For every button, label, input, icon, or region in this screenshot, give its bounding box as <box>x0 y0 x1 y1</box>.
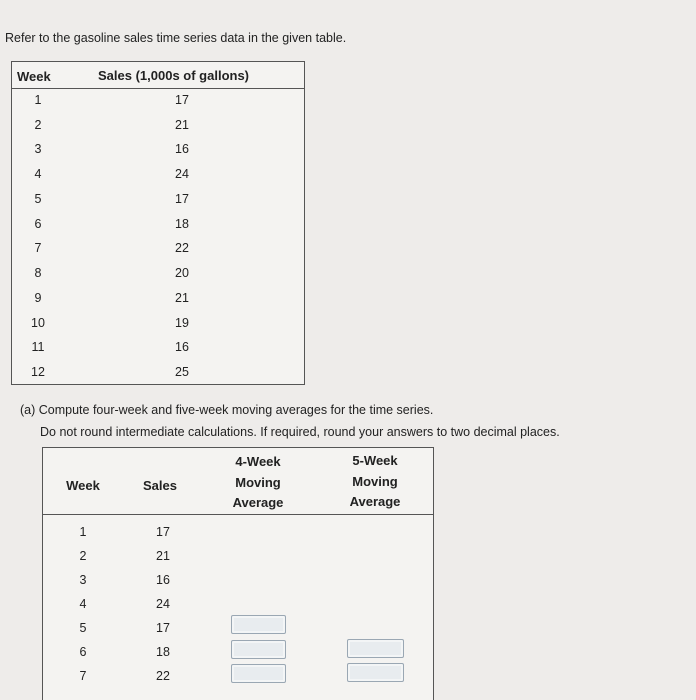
cell-week: 5 <box>79 621 87 635</box>
cell-sales: 20 <box>175 266 189 280</box>
header-line: Moving <box>235 474 281 490</box>
table-row <box>12 262 304 286</box>
table-row <box>43 666 433 690</box>
cell-week: 3 <box>79 573 87 587</box>
table-row <box>43 546 433 570</box>
table-row <box>12 89 304 113</box>
cell-week: 2 <box>79 549 87 563</box>
moving-average-table <box>42 447 434 700</box>
column-header-five-week-moving-average <box>337 451 413 513</box>
column-header-week: Week <box>17 69 51 84</box>
five-week-average-input-week-6[interactable] <box>347 639 404 658</box>
cell-week: 3 <box>34 142 42 156</box>
gasoline-sales-table <box>11 61 305 385</box>
cell-sales: 17 <box>156 525 170 539</box>
cell-sales: 24 <box>175 167 189 181</box>
table-row <box>12 361 304 385</box>
cell-week: 2 <box>34 118 42 132</box>
cell-sales: 17 <box>175 93 189 107</box>
cell-week: 1 <box>79 525 87 539</box>
cell-week: 6 <box>34 217 42 231</box>
cell-sales: 25 <box>175 365 189 379</box>
cell-sales: 18 <box>156 645 170 659</box>
table-row <box>12 114 304 138</box>
table-header <box>12 62 304 89</box>
cell-sales: 21 <box>175 291 189 305</box>
cell-sales: 24 <box>156 597 170 611</box>
header-divider <box>43 514 433 515</box>
cell-week: 10 <box>31 316 45 330</box>
four-week-average-input-week-5[interactable] <box>231 615 286 634</box>
cell-sales: 17 <box>175 192 189 206</box>
table-row <box>12 188 304 212</box>
cell-sales: 18 <box>175 217 189 231</box>
cell-week: 6 <box>79 645 87 659</box>
cell-week: 9 <box>34 291 42 305</box>
cell-week: 5 <box>34 192 42 206</box>
cell-sales: 17 <box>156 621 170 635</box>
column-header-four-week-moving-average <box>221 452 295 514</box>
table-row <box>12 336 304 360</box>
four-week-average-input-week-7[interactable] <box>231 664 286 683</box>
five-week-average-input-week-7[interactable] <box>347 663 404 682</box>
table-row <box>12 138 304 162</box>
table-row <box>43 570 433 594</box>
cell-week: 4 <box>79 597 87 611</box>
question-a-instruction: Do not round intermediate calculations. If required, round your answers to two decimal places. <box>40 425 560 439</box>
cell-week: 7 <box>79 669 87 683</box>
cell-sales: 22 <box>156 669 170 683</box>
header-line: Moving <box>352 473 398 489</box>
header-line: 5-Week <box>352 453 398 468</box>
column-header-sales: Sales <box>143 478 177 493</box>
cell-week: 7 <box>34 241 42 255</box>
intro-text: Refer to the gasoline sales time series data in the given table. <box>5 31 347 45</box>
table-row <box>12 312 304 336</box>
cell-week: 12 <box>31 365 45 379</box>
cell-week: 11 <box>31 340 45 354</box>
cell-sales: 21 <box>175 118 189 132</box>
question-a-prompt: (a) Compute four-week and five-week moving averages for the time series. <box>20 403 434 417</box>
table-row <box>12 237 304 261</box>
cell-sales: 16 <box>175 142 189 156</box>
cell-sales: 22 <box>175 241 189 255</box>
cell-sales: 16 <box>175 340 189 354</box>
cell-sales: 16 <box>156 573 170 587</box>
column-header-sales: Sales (1,000s of gallons) <box>98 68 250 83</box>
table-row <box>12 163 304 187</box>
table-row <box>43 522 433 546</box>
cell-week: 1 <box>34 93 42 107</box>
cell-week: 8 <box>34 266 42 280</box>
cell-sales: 21 <box>156 549 170 563</box>
header-line: 4-Week <box>235 454 281 469</box>
cell-week: 4 <box>34 167 42 181</box>
cell-sales: 19 <box>175 316 189 330</box>
four-week-average-input-week-6[interactable] <box>231 640 286 659</box>
header-line: Average <box>349 494 401 509</box>
column-header-week: Week <box>66 478 100 493</box>
table-row <box>12 213 304 237</box>
table-row <box>12 287 304 311</box>
header-line: Average <box>232 495 284 510</box>
